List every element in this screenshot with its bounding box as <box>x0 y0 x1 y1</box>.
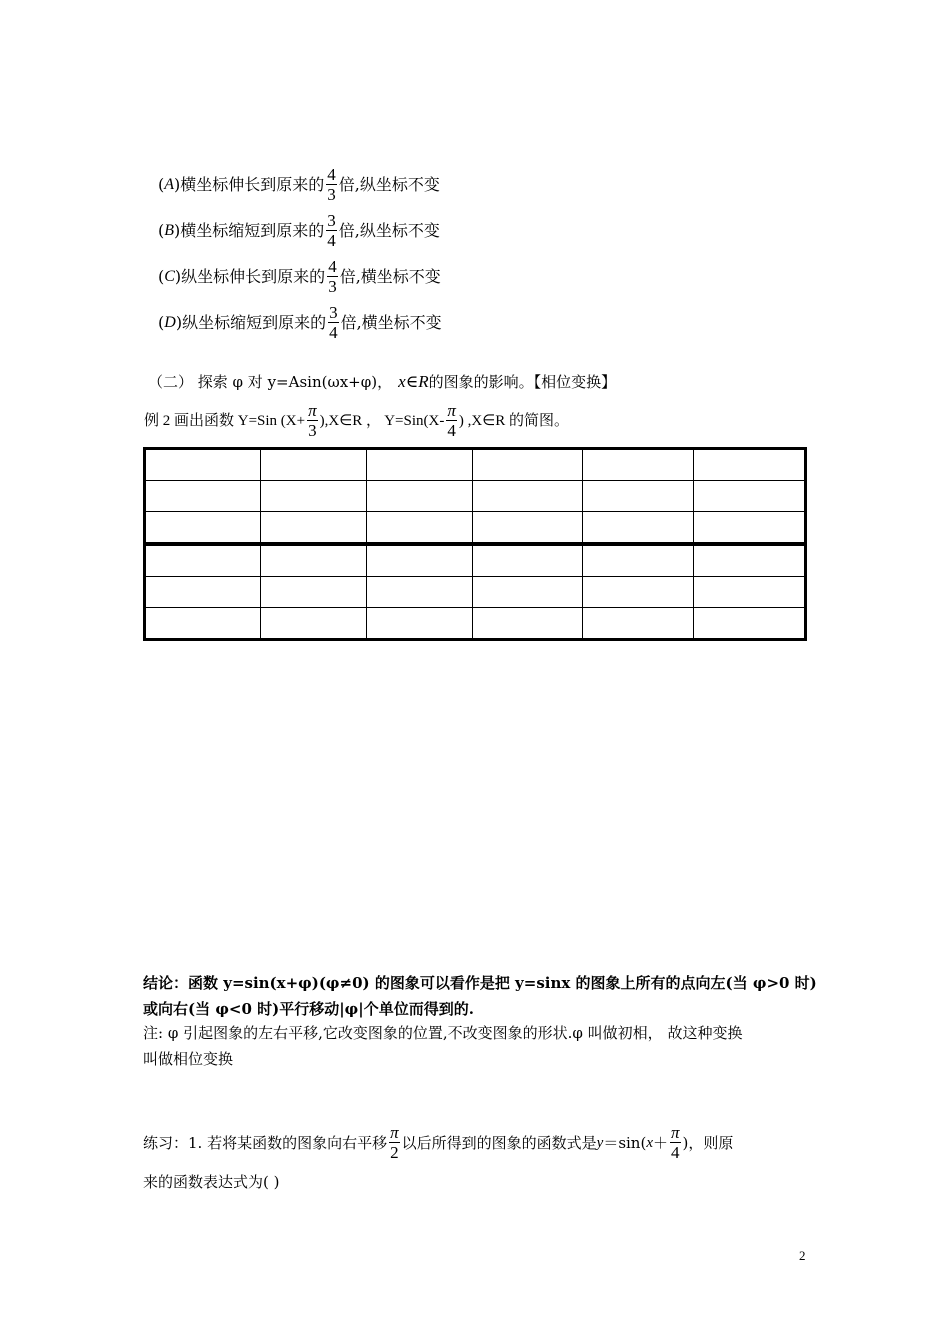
fraction: $\frac{\pi}{4}$ <box>671 1123 680 1162</box>
note-line-2: 叫做相位变换 <box>143 1050 234 1068</box>
option-letter: C <box>164 267 175 285</box>
option-letter: B <box>164 221 175 239</box>
conclusion <box>143 970 817 1022</box>
note <box>143 1020 813 1072</box>
exercise-line-1: 练习：1. 若将某函数的图象向右平移 $\frac{\pi}{2}$ 以后所得到的图象的函数式是 y ＝sin( x ＋ $\frac{\pi}{4}$ )，则原 <box>143 1123 734 1162</box>
option-b: ( B ) 横坐标缩短到原来的 $\frac{3}{4}$ 倍,纵坐标不变 <box>158 211 440 250</box>
conclusion-line-1: 结论：函数 y=sin(x+φ)(φ≠0) 的图象可以看作是把 y=sinx 的图象上所有的点向左(当 φ>0 时) <box>143 974 817 992</box>
option-text-post: 倍,横坐标不变 <box>339 266 441 286</box>
fraction: $\frac{\pi}{4}$ <box>447 401 456 440</box>
fraction: $\frac{3}{4}$ <box>329 303 338 342</box>
option-text-post: 倍,纵坐标不变 <box>338 174 440 194</box>
table-row <box>145 481 806 512</box>
example-2: 例 2 画出函数 Y=Sin (X+ $\frac{\pi}{3}$ ),X∈R ， Y=Sin(X- $\frac{\pi}{4}$ ) ,X∈R 的简图。 <box>144 401 570 440</box>
table-row <box>145 608 806 640</box>
option-d: ( D ) 纵坐标缩短到原来的 $\frac{3}{4}$ 倍,横坐标不变 <box>158 303 442 342</box>
fraction: $\frac{4}{3}$ <box>327 165 336 204</box>
option-text-post: 倍,纵坐标不变 <box>338 220 440 240</box>
option-a: ( A ) 横坐标伸长到原来的 $\frac{4}{3}$ 倍,纵坐标不变 <box>158 165 440 204</box>
option-text-pre: 横坐标缩短到原来的 <box>180 220 325 240</box>
exercise-line-2: 来的函数表达式为( ) <box>143 1173 280 1191</box>
table-row <box>145 577 806 608</box>
fraction: $\frac{4}{3}$ <box>328 257 337 296</box>
table-row <box>145 449 806 481</box>
option-text-post: 倍,横坐标不变 <box>340 312 442 332</box>
table-row <box>145 544 806 577</box>
note-line-1: 注: φ 引起图象的左右平移,它改变图象的位置,不改变图象的形状.φ 叫做初相， 故这种变换 <box>143 1024 743 1042</box>
option-text-pre: 横坐标伸长到原来的 <box>180 174 325 194</box>
conclusion-line-2: 或向右(当 φ<0 时)平行移动|φ|个单位而得到的. <box>143 1000 474 1018</box>
table-row <box>145 512 806 545</box>
option-letter: A <box>164 175 175 193</box>
fraction: $\frac{3}{4}$ <box>327 211 336 250</box>
option-text-pre: 纵坐标缩短到原来的 <box>182 312 327 332</box>
option-text-pre: 纵坐标伸长到原来的 <box>181 266 326 286</box>
page-number: 2 <box>799 1248 806 1263</box>
value-table <box>143 447 807 641</box>
fraction: $\frac{\pi}{2}$ <box>390 1123 399 1162</box>
section-heading: （二） 探索 φ 对 y=Asin(ωx+φ)， x ∈ R 的图象的影响。【相位变换】 <box>148 372 617 392</box>
option-c: ( C ) 纵坐标伸长到原来的 $\frac{4}{3}$ 倍,横坐标不变 <box>158 257 441 296</box>
option-letter: D <box>164 313 176 331</box>
fraction: $\frac{\pi}{3}$ <box>308 401 317 440</box>
